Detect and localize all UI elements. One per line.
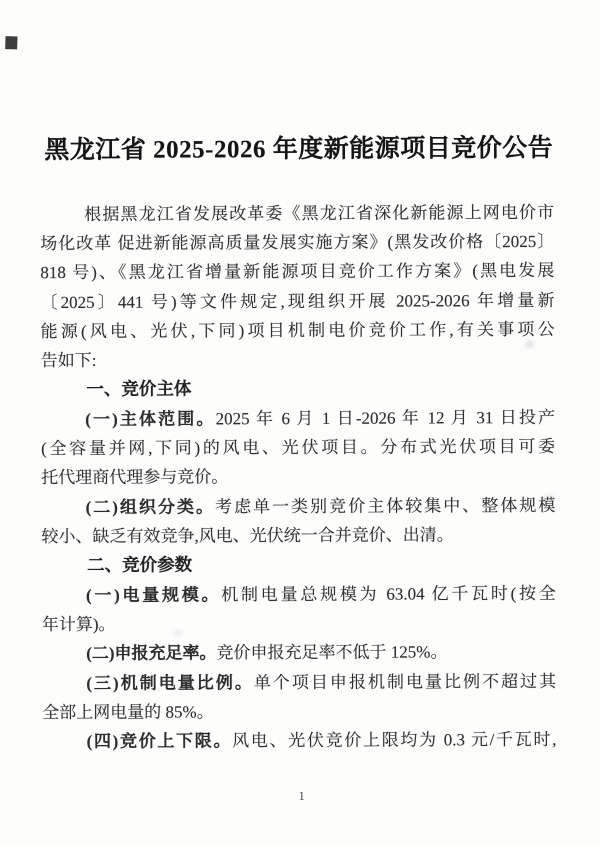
text-line: (四)竞价上下限。风电、光伏竞价上限均为 0.3 元/千瓦时, <box>86 730 557 752</box>
text-line: 告如下: <box>40 351 97 371</box>
scan-smudge <box>525 341 535 348</box>
text-line: (一)电量规模。机制电量总规模为 63.04 亿千瓦时(按全 <box>85 583 556 605</box>
item-lead: (二)组织分类。 <box>85 497 216 517</box>
text-line: 能源(风电、光伏,下同)项目机制电价竞价工作,有关事项公 <box>40 319 555 341</box>
text-line: 较小、缺乏有效竞争,风电、光伏统一合并竞价、出清。 <box>41 525 454 547</box>
text-line: 818 号)、《黑龙江省增量新能源项目竞价工作方案》(黑电发展 <box>40 261 555 283</box>
text-line: (三)机制电量比例。单个项目申报机制电量比例不超过其 <box>86 671 557 693</box>
text-line: (一)主体范围。2025 年 6 月 1 日-2026 年 12 月 31 日投产 <box>85 407 556 429</box>
section-heading: 二、竞价参数 <box>87 554 193 576</box>
item-lead: (一)电量规模。 <box>85 585 222 605</box>
scan-smudge <box>543 494 556 502</box>
item-lead: (二)申报充足率。 <box>86 643 217 664</box>
text-line: (全容量并网,下同)的风电、光伏项目。分布式光伏项目可委 <box>41 436 556 459</box>
text-line: 全部上网电量的 85%。 <box>42 702 214 723</box>
section-heading: 一、竞价主体 <box>86 378 192 400</box>
page-number: 1 <box>298 788 305 804</box>
text-line: 〔2025〕441 号)等文件规定,现组织开展 2025-2026 年增量新 <box>40 290 555 312</box>
document-title: 黑龙江省 2025-2026 年度新能源项目竞价公告 <box>44 134 554 165</box>
item-lead: (一)主体范围。 <box>85 409 216 429</box>
scan-smudge <box>173 630 182 636</box>
text-line: 根据黑龙江省发展改革委《黑龙江省深化新能源上网电价市 <box>84 202 555 224</box>
item-lead: (三)机制电量比例。 <box>86 672 254 693</box>
text-line: 托代理商代理参与竞价。 <box>41 467 229 488</box>
text-line: 场化改革 促进新能源高质量发展实施方案》(黑发改价格〔2025〕 <box>40 231 555 254</box>
text-line: (二)申报充足率。竞价申报充足率不低于 125%。 <box>86 642 448 664</box>
document-body <box>40 197 556 756</box>
text-line: (二)组织分类。考虑单一类别竞价主体较集中、整体规模 <box>85 495 556 517</box>
item-lead: (四)竞价上下限。 <box>86 731 233 752</box>
scan-artifact-mark <box>5 36 17 49</box>
text-line: 年计算)。 <box>41 614 116 635</box>
